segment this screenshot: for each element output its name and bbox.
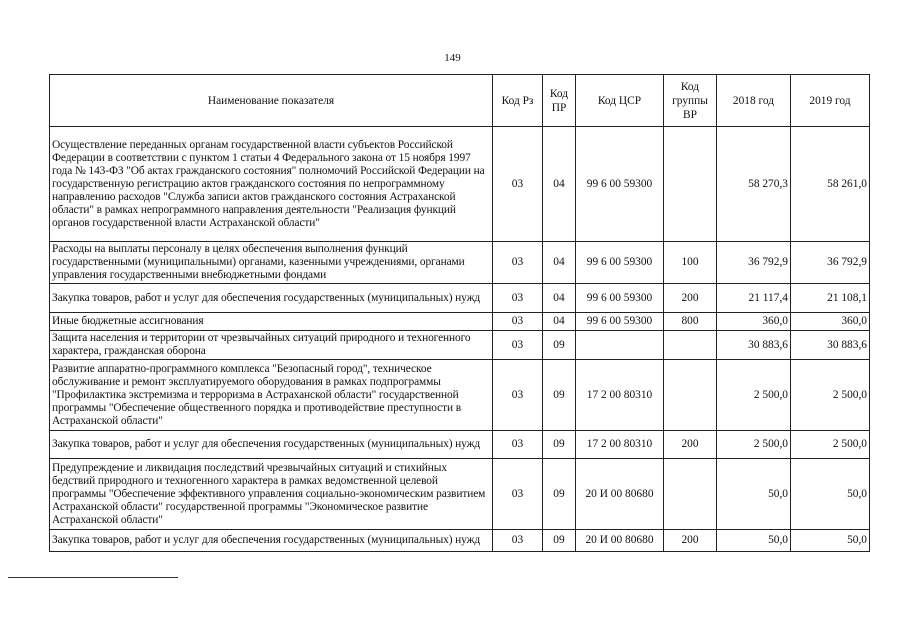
- row-name: Иные бюджетные ассигнования: [50, 313, 493, 331]
- header-vr: Код группы ВР: [664, 75, 717, 127]
- row-vr: 200: [664, 284, 717, 313]
- row-pr: 04: [543, 242, 576, 284]
- row-2018: 36 792,9: [717, 242, 791, 284]
- row-csr: 99 6 00 59300: [576, 127, 664, 242]
- row-rz: 03: [493, 313, 543, 331]
- page-cut-line: [8, 577, 178, 578]
- row-vr: [664, 331, 717, 360]
- row-pr: 09: [543, 459, 576, 530]
- table-row: [50, 331, 870, 360]
- row-2019: 50,0: [791, 459, 870, 530]
- row-2019: 360,0: [791, 313, 870, 331]
- row-2019: 36 792,9: [791, 242, 870, 284]
- row-vr: [664, 459, 717, 530]
- table-row: [50, 284, 870, 313]
- row-pr: 09: [543, 530, 576, 552]
- row-2018: 2 500,0: [717, 431, 791, 459]
- row-csr: 99 6 00 59300: [576, 284, 664, 313]
- row-rz: 03: [493, 459, 543, 530]
- row-name: Расходы на выплаты персоналу в целях обеспечения выполнения функций государственными (муниципальными) органами, казенными учреждениями, органами управления государственными внебюджетными фондами: [50, 242, 493, 284]
- header-2018: 2018 год: [717, 75, 791, 127]
- row-vr: [664, 127, 717, 242]
- row-name: Предупреждение и ликвидация последствий чрезвычайных ситуаций и стихийных бедствий природного и техногенного характера в рамках ведомственной целевой программы "Обеспечение эффективного управления социально-экономическим развитием Астраханской области" государственной программы "Экономическое развитие Астраханской области": [50, 459, 493, 530]
- row-2019: 50,0: [791, 530, 870, 552]
- table-row: [50, 313, 870, 331]
- table-row: [50, 242, 870, 284]
- row-2018: 360,0: [717, 313, 791, 331]
- table-row: [50, 360, 870, 431]
- budget-table: [49, 74, 870, 552]
- row-2019: 30 883,6: [791, 331, 870, 360]
- row-2019: 2 500,0: [791, 360, 870, 431]
- row-name: Закупка товаров, работ и услуг для обеспечения государственных (муниципальных) нужд: [50, 284, 493, 313]
- row-pr: 04: [543, 313, 576, 331]
- row-2018: 50,0: [717, 530, 791, 552]
- table-row: [50, 459, 870, 530]
- table-header-row: [50, 75, 870, 127]
- row-csr: 20 И 00 80680: [576, 530, 664, 552]
- row-pr: 09: [543, 431, 576, 459]
- row-pr: 04: [543, 127, 576, 242]
- row-2018: 50,0: [717, 459, 791, 530]
- row-csr: 17 2 00 80310: [576, 360, 664, 431]
- header-rz: Код Рз: [493, 75, 543, 127]
- row-2018: 30 883,6: [717, 331, 791, 360]
- row-rz: 03: [493, 242, 543, 284]
- row-2018: 21 117,4: [717, 284, 791, 313]
- row-rz: 03: [493, 530, 543, 552]
- row-csr: 99 6 00 59300: [576, 242, 664, 284]
- row-vr: 800: [664, 313, 717, 331]
- row-pr: 09: [543, 360, 576, 431]
- row-pr: 09: [543, 331, 576, 360]
- row-name: Развитие аппаратно-программного комплекса "Безопасный город", техническое обслуживание и ремонт эксплуатируемого оборудования в рамках подпрограммы "Профилактика экстремизма и терроризма в Астраханской области" государственной программы "Обеспечение общественного порядка и противодействие преступности в Астраханской области": [50, 360, 493, 431]
- row-name: Осуществление переданных органам государственной власти субъектов Российской Федерации в соответствии с пунктом 1 статьи 4 Федерального закона от 15 ноября 1997 года № 143-ФЗ "Об актах гражданского состояния" полномочий Российской Федерации на государственную регистрацию актов гражданского состояния по непрограммному направлению расходов "Служба записи актов гражданского состояния Астраханской области" в рамках непрограммного направления деятельности "Реализация функций органов государственной власти Астраханской области": [50, 127, 493, 242]
- header-2019: 2019 год: [791, 75, 870, 127]
- row-rz: 03: [493, 127, 543, 242]
- row-2018: 58 270,3: [717, 127, 791, 242]
- row-rz: 03: [493, 284, 543, 313]
- row-2019: 21 108,1: [791, 284, 870, 313]
- header-csr: Код ЦСР: [576, 75, 664, 127]
- row-name: Закупка товаров, работ и услуг для обеспечения государственных (муниципальных) нужд: [50, 530, 493, 552]
- row-vr: [664, 360, 717, 431]
- table-row: [50, 530, 870, 552]
- table-row: [50, 431, 870, 459]
- row-csr: 20 И 00 80680: [576, 459, 664, 530]
- row-vr: 200: [664, 431, 717, 459]
- row-rz: 03: [493, 360, 543, 431]
- row-2019: 2 500,0: [791, 431, 870, 459]
- row-csr: 17 2 00 80310: [576, 431, 664, 459]
- row-rz: 03: [493, 331, 543, 360]
- row-pr: 04: [543, 284, 576, 313]
- row-vr: 200: [664, 530, 717, 552]
- row-2018: 2 500,0: [717, 360, 791, 431]
- table-row: [50, 127, 870, 242]
- row-name: Закупка товаров, работ и услуг для обеспечения государственных (муниципальных) нужд: [50, 431, 493, 459]
- row-name: Защита населения и территории от чрезвычайных ситуаций природного и техногенного характера, гражданская оборона: [50, 331, 493, 360]
- row-rz: 03: [493, 431, 543, 459]
- row-csr: 99 6 00 59300: [576, 313, 664, 331]
- header-name: Наименование показателя: [50, 75, 493, 127]
- page-number: 149: [444, 52, 461, 64]
- row-2019: 58 261,0: [791, 127, 870, 242]
- row-csr: [576, 331, 664, 360]
- header-pr: Код ПР: [543, 75, 576, 127]
- row-vr: 100: [664, 242, 717, 284]
